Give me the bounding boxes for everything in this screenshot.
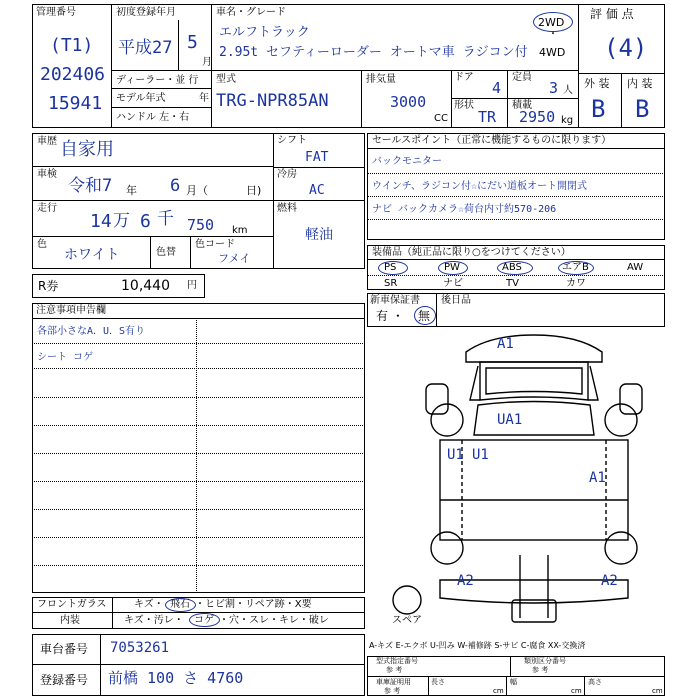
damage-legend: A-キズ E-エクボ U-凹み W-補修跡 S-サビ C-腐食 XX-交換済: [369, 641, 586, 650]
mgmt-label: 管理番号: [36, 7, 76, 18]
first-reg-month: 5: [187, 32, 198, 53]
glass-items-pre: キズ・: [134, 599, 164, 610]
interior-items-pre: キズ・汚レ・: [124, 615, 184, 626]
equip-abs: ABS: [502, 262, 522, 273]
chassis-value: 7053261: [110, 640, 170, 656]
interior-label: 内装: [60, 615, 80, 626]
history-value: 自家用: [60, 139, 114, 160]
interior-circled: コゲ: [194, 615, 214, 626]
warranty-value: 有 ・: [376, 309, 404, 323]
glass-items-post: ・ヒビ割・リペア跡・X要: [195, 599, 312, 610]
year-unit: 年: [199, 93, 209, 104]
equipment-title: 装備品（純正品に限り○をつけてください）: [372, 247, 571, 258]
equip-ps: PS: [384, 262, 397, 273]
shift-value: FAT: [305, 150, 329, 165]
mileage-sen: 6: [140, 211, 151, 232]
equip-pw: PW: [444, 262, 460, 273]
mileage-rest: 750: [187, 216, 215, 234]
equip-tv: TV: [506, 278, 519, 289]
inspection-year-unit: 年: [126, 184, 137, 197]
grade: 2.95t セフティーローダー オートマ車 ラジコン付: [219, 45, 528, 60]
warranty-label: 新車保証書: [370, 295, 420, 306]
mark-a1-front: A1: [497, 336, 514, 352]
first-reg-era: 平成27: [118, 38, 173, 58]
sales-point-3: ナビ バックカメラ☆荷台内寸約570-206: [372, 204, 557, 215]
mark-u1-right: U1: [472, 447, 489, 463]
cc-unit: CC: [434, 113, 448, 124]
inspection-month-unit: 月（: [186, 184, 208, 197]
color-code-label: 色コード: [195, 239, 235, 250]
mgmt-num2: 15941: [48, 93, 103, 114]
recycle-label: R券: [38, 279, 59, 293]
length-label: 長さ: [431, 678, 445, 686]
fuel-label: 燃料: [277, 203, 297, 214]
mark-a1-right: A1: [589, 470, 606, 486]
notes-title: 注意事項申告欄: [36, 305, 106, 316]
handle-label: ハンドル 左・右: [116, 112, 190, 123]
mark-u1-left: U1: [447, 447, 464, 463]
front-glass-label: フロントガラス: [37, 599, 107, 610]
car-name: エルフトラック: [219, 25, 310, 40]
man-unit: 万: [113, 211, 130, 231]
cert-label: 車庫証明用: [376, 678, 411, 686]
interior-grade: B: [635, 95, 650, 123]
warranty-circled: 無: [418, 309, 431, 323]
inspection-month: 6: [170, 176, 181, 196]
cert-ref: 参 考: [384, 687, 401, 695]
mark-a2-left: A2: [457, 573, 474, 589]
capacity-unit: 人: [563, 85, 573, 96]
name-grade-label: 車名・グレード: [216, 7, 286, 18]
km-unit: km: [232, 225, 248, 236]
dealer-label: ディーラー・並 行: [116, 75, 199, 86]
shape-value: TR: [478, 108, 497, 126]
history-label: 車歴: [37, 136, 57, 147]
note-line-1: 各部小さなA．U．S有り: [37, 326, 146, 337]
mileage-label: 走行: [37, 203, 57, 214]
fuel-value: 軽油: [305, 227, 333, 243]
displacement-label: 排気量: [366, 74, 396, 85]
month-unit: 月: [202, 57, 212, 68]
inspection-day-unit: 日): [246, 184, 262, 197]
model-label: 型式: [216, 74, 236, 85]
color-change-label: 色替: [156, 247, 176, 258]
ref-2: 参 考: [532, 666, 549, 674]
equip-leather: カワ: [566, 278, 586, 289]
reg-label: 登録番号: [40, 673, 89, 687]
equip-aw: AW: [627, 262, 644, 273]
ac-value: AC: [309, 183, 325, 198]
exterior-grade: B: [591, 95, 606, 123]
door-label: ドア: [454, 72, 474, 83]
exterior-label: 外 装: [584, 77, 610, 90]
drive-2wd: 2WD: [538, 16, 565, 29]
load-unit: kg: [561, 115, 574, 126]
recycle-value: 10,440: [121, 278, 170, 294]
log-label: 後日品: [441, 295, 471, 306]
shift-label: シフト: [277, 135, 307, 146]
interior-label: 内 装: [627, 77, 653, 90]
load-value: 2950: [519, 108, 556, 126]
color-label: 色: [37, 239, 47, 250]
eval-score: (4): [604, 34, 648, 62]
sales-point-2: ウインチ、ラジコン付☆にだい道板オート開閉式: [372, 181, 588, 192]
color-code-value: フメイ: [218, 252, 251, 265]
drive-4wd: 4WD: [539, 46, 566, 59]
first-reg-label: 初度登録年月: [116, 7, 176, 18]
equip-airbag: エアB: [562, 262, 589, 273]
inspection-era: 令和7: [68, 176, 113, 196]
reg-value: 前橋 100 さ 4760: [108, 669, 244, 687]
width-label: 幅: [510, 678, 517, 686]
equip-navi: ナビ: [443, 278, 463, 289]
sales-points-title: セールスポイント（正常に機能するものに限ります）: [372, 135, 612, 146]
color-value: ホワイト: [64, 247, 120, 263]
ref-1: 参 考: [386, 666, 403, 674]
sen-unit: 千: [157, 209, 174, 229]
mileage-man: 14: [90, 211, 112, 232]
model-value: TRG-NPR85AN: [216, 91, 329, 111]
chassis-label: 車台番号: [40, 642, 89, 656]
mark-a2-right: A2: [601, 573, 618, 589]
sales-point-1: バックモニター: [372, 156, 442, 167]
cm-2: cm: [571, 687, 582, 695]
drive-dot: ・: [548, 29, 558, 40]
door-value: 4: [492, 79, 502, 97]
cm-1: cm: [493, 687, 504, 695]
mgmt-num1: 202406: [40, 64, 106, 85]
eval-label: 評 価 点: [590, 7, 634, 21]
equip-sr: SR: [384, 278, 398, 289]
note-line-2: シート コゲ: [37, 352, 94, 363]
interior-items-post: ・穴・スレ・キレ・破レ: [219, 615, 329, 626]
cm-3: cm: [652, 687, 663, 695]
spare-label: スペア: [392, 615, 422, 626]
capacity-label: 定員: [512, 72, 532, 83]
capacity-value: 3: [549, 79, 559, 97]
inspection-label: 車検: [37, 169, 57, 180]
glass-circled: 飛石: [170, 599, 190, 610]
mark-ua1: UA1: [497, 412, 523, 428]
category-label: 類別区分番号: [524, 657, 566, 665]
model-year-label: モデル年式: [116, 93, 166, 104]
load-label: 積載: [512, 100, 532, 111]
mgmt-code: (T1): [50, 35, 94, 56]
shape-label: 形状: [454, 100, 474, 111]
yen-unit: 円: [187, 280, 197, 291]
height-label: 高さ: [588, 678, 602, 686]
ac-label: 冷房: [277, 169, 297, 180]
displacement-value: 3000: [390, 93, 427, 111]
type-designation-label: 型式指定番号: [376, 657, 418, 665]
